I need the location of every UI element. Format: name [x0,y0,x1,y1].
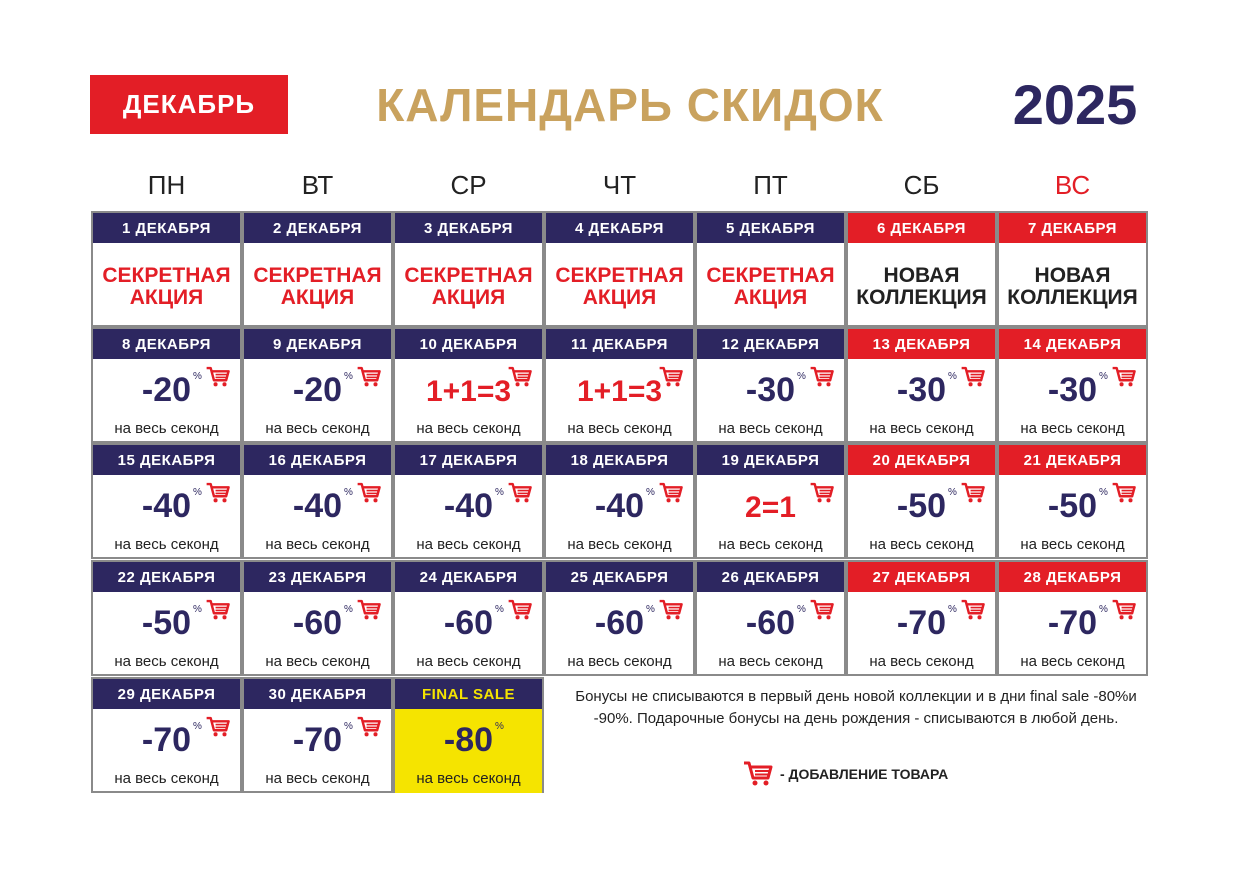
day-header: 28 ДЕКАБРЯ [999,562,1146,592]
discount-subtitle: на весь секонд [114,653,219,670]
discount-value: 2=1 [745,491,796,524]
day-promo-text [848,265,995,309]
cart-icon [507,365,533,389]
day-offer [999,592,1146,676]
cart-icon [356,715,382,739]
percent-sign: % [1099,604,1108,615]
weekday-6: ВС [1054,170,1091,200]
percent-sign: % [1099,371,1108,382]
discount-value: 1+1=3 [425,375,512,408]
day-header: 23 ДЕКАБРЯ [244,562,391,592]
weekday-2: СР [450,170,487,200]
cart-icon [1111,481,1137,505]
day-offer [244,475,391,559]
discount-value: -30 [896,371,947,409]
cart-icon [356,598,382,622]
day-offer [848,592,995,676]
day-header: 2 ДЕКАБРЯ [244,213,391,243]
discount-value: -70 [896,604,947,642]
day-cell [695,443,846,559]
discount-subtitle: на весь секонд [718,653,823,670]
day-header: 20 ДЕКАБРЯ [848,445,995,475]
percent-sign: % [797,604,806,615]
cart-icon [658,598,684,622]
day-cell [846,560,997,676]
promo-line-1: НОВАЯ [883,264,960,287]
day-offer [546,592,693,676]
promo-line-1: СЕКРЕТНАЯ [253,264,382,287]
cart-icon [507,481,533,505]
percent-sign: % [797,371,806,382]
bonus-notes: Бонусы не списываются в первый день новой коллекции и в дни final sale -80%и -90%. Подарочные бонусы на день рождения - списываются в любой день. [575,688,1137,727]
discount-value: -20 [292,371,343,409]
cart-icon [658,481,684,505]
discount-subtitle: на весь секонд [1020,536,1125,553]
cart-icon [205,365,231,389]
day-header: 5 ДЕКАБРЯ [697,213,844,243]
legend [742,760,948,788]
discount-value: -40 [141,487,192,525]
discount-value: -70 [292,721,343,759]
discount-subtitle: на весь секонд [718,536,823,553]
day-cell [695,211,846,327]
day-header: 17 ДЕКАБРЯ [395,445,542,475]
discount-value: -50 [896,487,947,525]
day-promo-text [697,265,844,309]
discount-value: -40 [594,487,645,525]
promo-line-2: АКЦИЯ [280,286,355,309]
day-cell [544,560,695,676]
day-header: 1 ДЕКАБРЯ [93,213,240,243]
cart-icon [960,481,986,505]
percent-sign: % [948,487,957,498]
day-promo-text [999,265,1146,309]
day-cell [91,443,242,559]
day-cell [91,560,242,676]
day-cell [393,677,544,793]
day-header: 21 ДЕКАБРЯ [999,445,1146,475]
discount-subtitle: на весь секонд [416,420,521,437]
discount-subtitle: на весь секонд [567,653,672,670]
promo-line-1: НОВАЯ [1034,264,1111,287]
day-offer [93,359,240,443]
day-header: FINAL SALE [395,679,542,709]
discount-subtitle: на весь секонд [1020,653,1125,670]
discount-subtitle: на весь секонд [567,536,672,553]
percent-sign: % [193,604,202,615]
day-cell [393,560,544,676]
percent-sign: % [948,371,957,382]
day-cell [997,211,1148,327]
discount-subtitle: на весь секонд [869,653,974,670]
cart-icon [809,481,835,505]
discount-subtitle: на весь секонд [718,420,823,437]
discount-subtitle: на весь секонд [265,420,370,437]
discount-subtitle: на весь секонд [114,536,219,553]
day-cell [393,211,544,327]
day-header: 13 ДЕКАБРЯ [848,329,995,359]
day-header: 14 ДЕКАБРЯ [999,329,1146,359]
day-cell [846,327,997,443]
day-cell [544,443,695,559]
weekday-0: ПН [147,170,186,200]
percent-sign: % [646,487,655,498]
discount-value: -30 [745,371,796,409]
discount-subtitle: на весь секонд [869,536,974,553]
discount-subtitle: на весь секонд [869,420,974,437]
day-cell [242,211,393,327]
year-label: 2025 [1012,73,1138,136]
discount-value: -60 [292,604,343,642]
discount-subtitle: на весь секонд [265,770,370,787]
promo-line-1: СЕКРЕТНАЯ [555,264,684,287]
cart-icon [960,598,986,622]
cart-icon [356,365,382,389]
day-header: 10 ДЕКАБРЯ [395,329,542,359]
discount-value: -50 [141,604,192,642]
day-cell [393,327,544,443]
weekday-1: ВТ [301,170,334,200]
day-offer [244,359,391,443]
percent-sign: % [948,604,957,615]
day-header: 19 ДЕКАБРЯ [697,445,844,475]
discount-value: -40 [443,487,494,525]
discount-subtitle: на весь секонд [567,420,672,437]
cart-icon [507,598,533,622]
day-cell [846,443,997,559]
day-header: 8 ДЕКАБРЯ [93,329,240,359]
day-offer [848,359,995,443]
discount-subtitle: на весь секонд [114,420,219,437]
day-offer [546,475,693,559]
day-cell [695,327,846,443]
cart-icon [205,481,231,505]
cart-icon [658,365,684,389]
promo-line-1: СЕКРЕТНАЯ [706,264,835,287]
percent-sign: % [344,371,353,382]
day-cell [242,677,393,793]
percent-sign: % [495,721,504,732]
day-cell [91,677,242,793]
day-header: 11 ДЕКАБРЯ [546,329,693,359]
percent-sign: % [193,371,202,382]
day-cell [544,327,695,443]
day-offer [244,709,391,793]
day-cell [997,443,1148,559]
day-cell [242,560,393,676]
day-offer [697,475,844,559]
discount-value: 1+1=3 [576,375,663,408]
day-promo-text [244,265,391,309]
percent-sign: % [646,604,655,615]
month-badge: ДЕКАБРЬ [90,75,288,134]
percent-sign: % [344,721,353,732]
day-cell [242,443,393,559]
day-header: 7 ДЕКАБРЯ [999,213,1146,243]
day-offer [395,359,542,443]
percent-sign: % [495,487,504,498]
cart-icon [809,365,835,389]
percent-sign: % [344,604,353,615]
discount-value: -40 [292,487,343,525]
day-header: 29 ДЕКАБРЯ [93,679,240,709]
day-header: 15 ДЕКАБРЯ [93,445,240,475]
day-cell [997,327,1148,443]
day-offer [244,592,391,676]
day-cell [393,443,544,559]
day-header: 4 ДЕКАБРЯ [546,213,693,243]
day-promo-text [93,265,240,309]
cart-icon [205,715,231,739]
day-header: 24 ДЕКАБРЯ [395,562,542,592]
day-offer [395,475,542,559]
promo-line-2: АКЦИЯ [129,286,204,309]
promo-line-2: КОЛЛЕКЦИЯ [856,286,987,309]
discount-subtitle: на весь секонд [416,536,521,553]
weekday-3: ЧТ [602,170,637,200]
promo-line-1: СЕКРЕТНАЯ [404,264,533,287]
day-header: 22 ДЕКАБРЯ [93,562,240,592]
percent-sign: % [344,487,353,498]
promo-line-2: АКЦИЯ [582,286,657,309]
day-header: 27 ДЕКАБРЯ [848,562,995,592]
discount-value: -70 [1047,604,1098,642]
cart-icon [960,365,986,389]
promo-line-2: АКЦИЯ [733,286,808,309]
day-promo-text [546,265,693,309]
legend-text: - ДОБАВЛЕНИЕ ТОВАРА [780,766,949,782]
discount-value: -60 [443,604,494,642]
discount-subtitle: на весь секонд [114,770,219,787]
day-header: 6 ДЕКАБРЯ [848,213,995,243]
discount-value: -70 [141,721,192,759]
cart-icon [1111,365,1137,389]
day-cell [997,560,1148,676]
percent-sign: % [193,487,202,498]
weekday-4: ПТ [753,170,788,200]
day-offer [93,709,240,793]
promo-line-1: СЕКРЕТНАЯ [102,264,231,287]
discount-value: -60 [594,604,645,642]
day-cell [695,560,846,676]
percent-sign: % [193,721,202,732]
discount-subtitle: на весь секонд [416,653,521,670]
day-offer [697,592,844,676]
day-cell [544,211,695,327]
discount-subtitle: на весь секонд [265,536,370,553]
discount-subtitle: на весь секонд [265,653,370,670]
day-header: 12 ДЕКАБРЯ [697,329,844,359]
discount-value: -60 [745,604,796,642]
day-header: 30 ДЕКАБРЯ [244,679,391,709]
day-offer [395,709,542,793]
cart-icon [742,760,774,788]
discount-subtitle: на весь секонд [416,770,521,787]
day-header: 26 ДЕКАБРЯ [697,562,844,592]
cart-icon [356,481,382,505]
day-offer [395,592,542,676]
day-header: 25 ДЕКАБРЯ [546,562,693,592]
day-offer [999,475,1146,559]
weekday-5: СБ [903,170,940,200]
discount-value: -50 [1047,487,1098,525]
cart-icon [1111,598,1137,622]
day-header: 3 ДЕКАБРЯ [395,213,542,243]
day-header: 16 ДЕКАБРЯ [244,445,391,475]
day-offer [999,359,1146,443]
day-offer [697,359,844,443]
day-header: 18 ДЕКАБРЯ [546,445,693,475]
discount-value: -20 [141,371,192,409]
day-promo-text [395,265,542,309]
promo-line-2: КОЛЛЕКЦИЯ [1007,286,1138,309]
day-offer [848,475,995,559]
cart-icon [205,598,231,622]
cart-icon [809,598,835,622]
percent-sign: % [495,604,504,615]
page-title: КАЛЕНДАРЬ СКИДОК [376,79,884,131]
discount-subtitle: на весь секонд [1020,420,1125,437]
discount-value: -30 [1047,371,1098,409]
day-cell [846,211,997,327]
day-cell [91,327,242,443]
discount-value: -80 [443,721,494,759]
day-offer [93,475,240,559]
day-header: 9 ДЕКАБРЯ [244,329,391,359]
percent-sign: % [1099,487,1108,498]
day-offer [93,592,240,676]
promo-line-2: АКЦИЯ [431,286,506,309]
day-cell [242,327,393,443]
day-cell [91,211,242,327]
day-offer [546,359,693,443]
